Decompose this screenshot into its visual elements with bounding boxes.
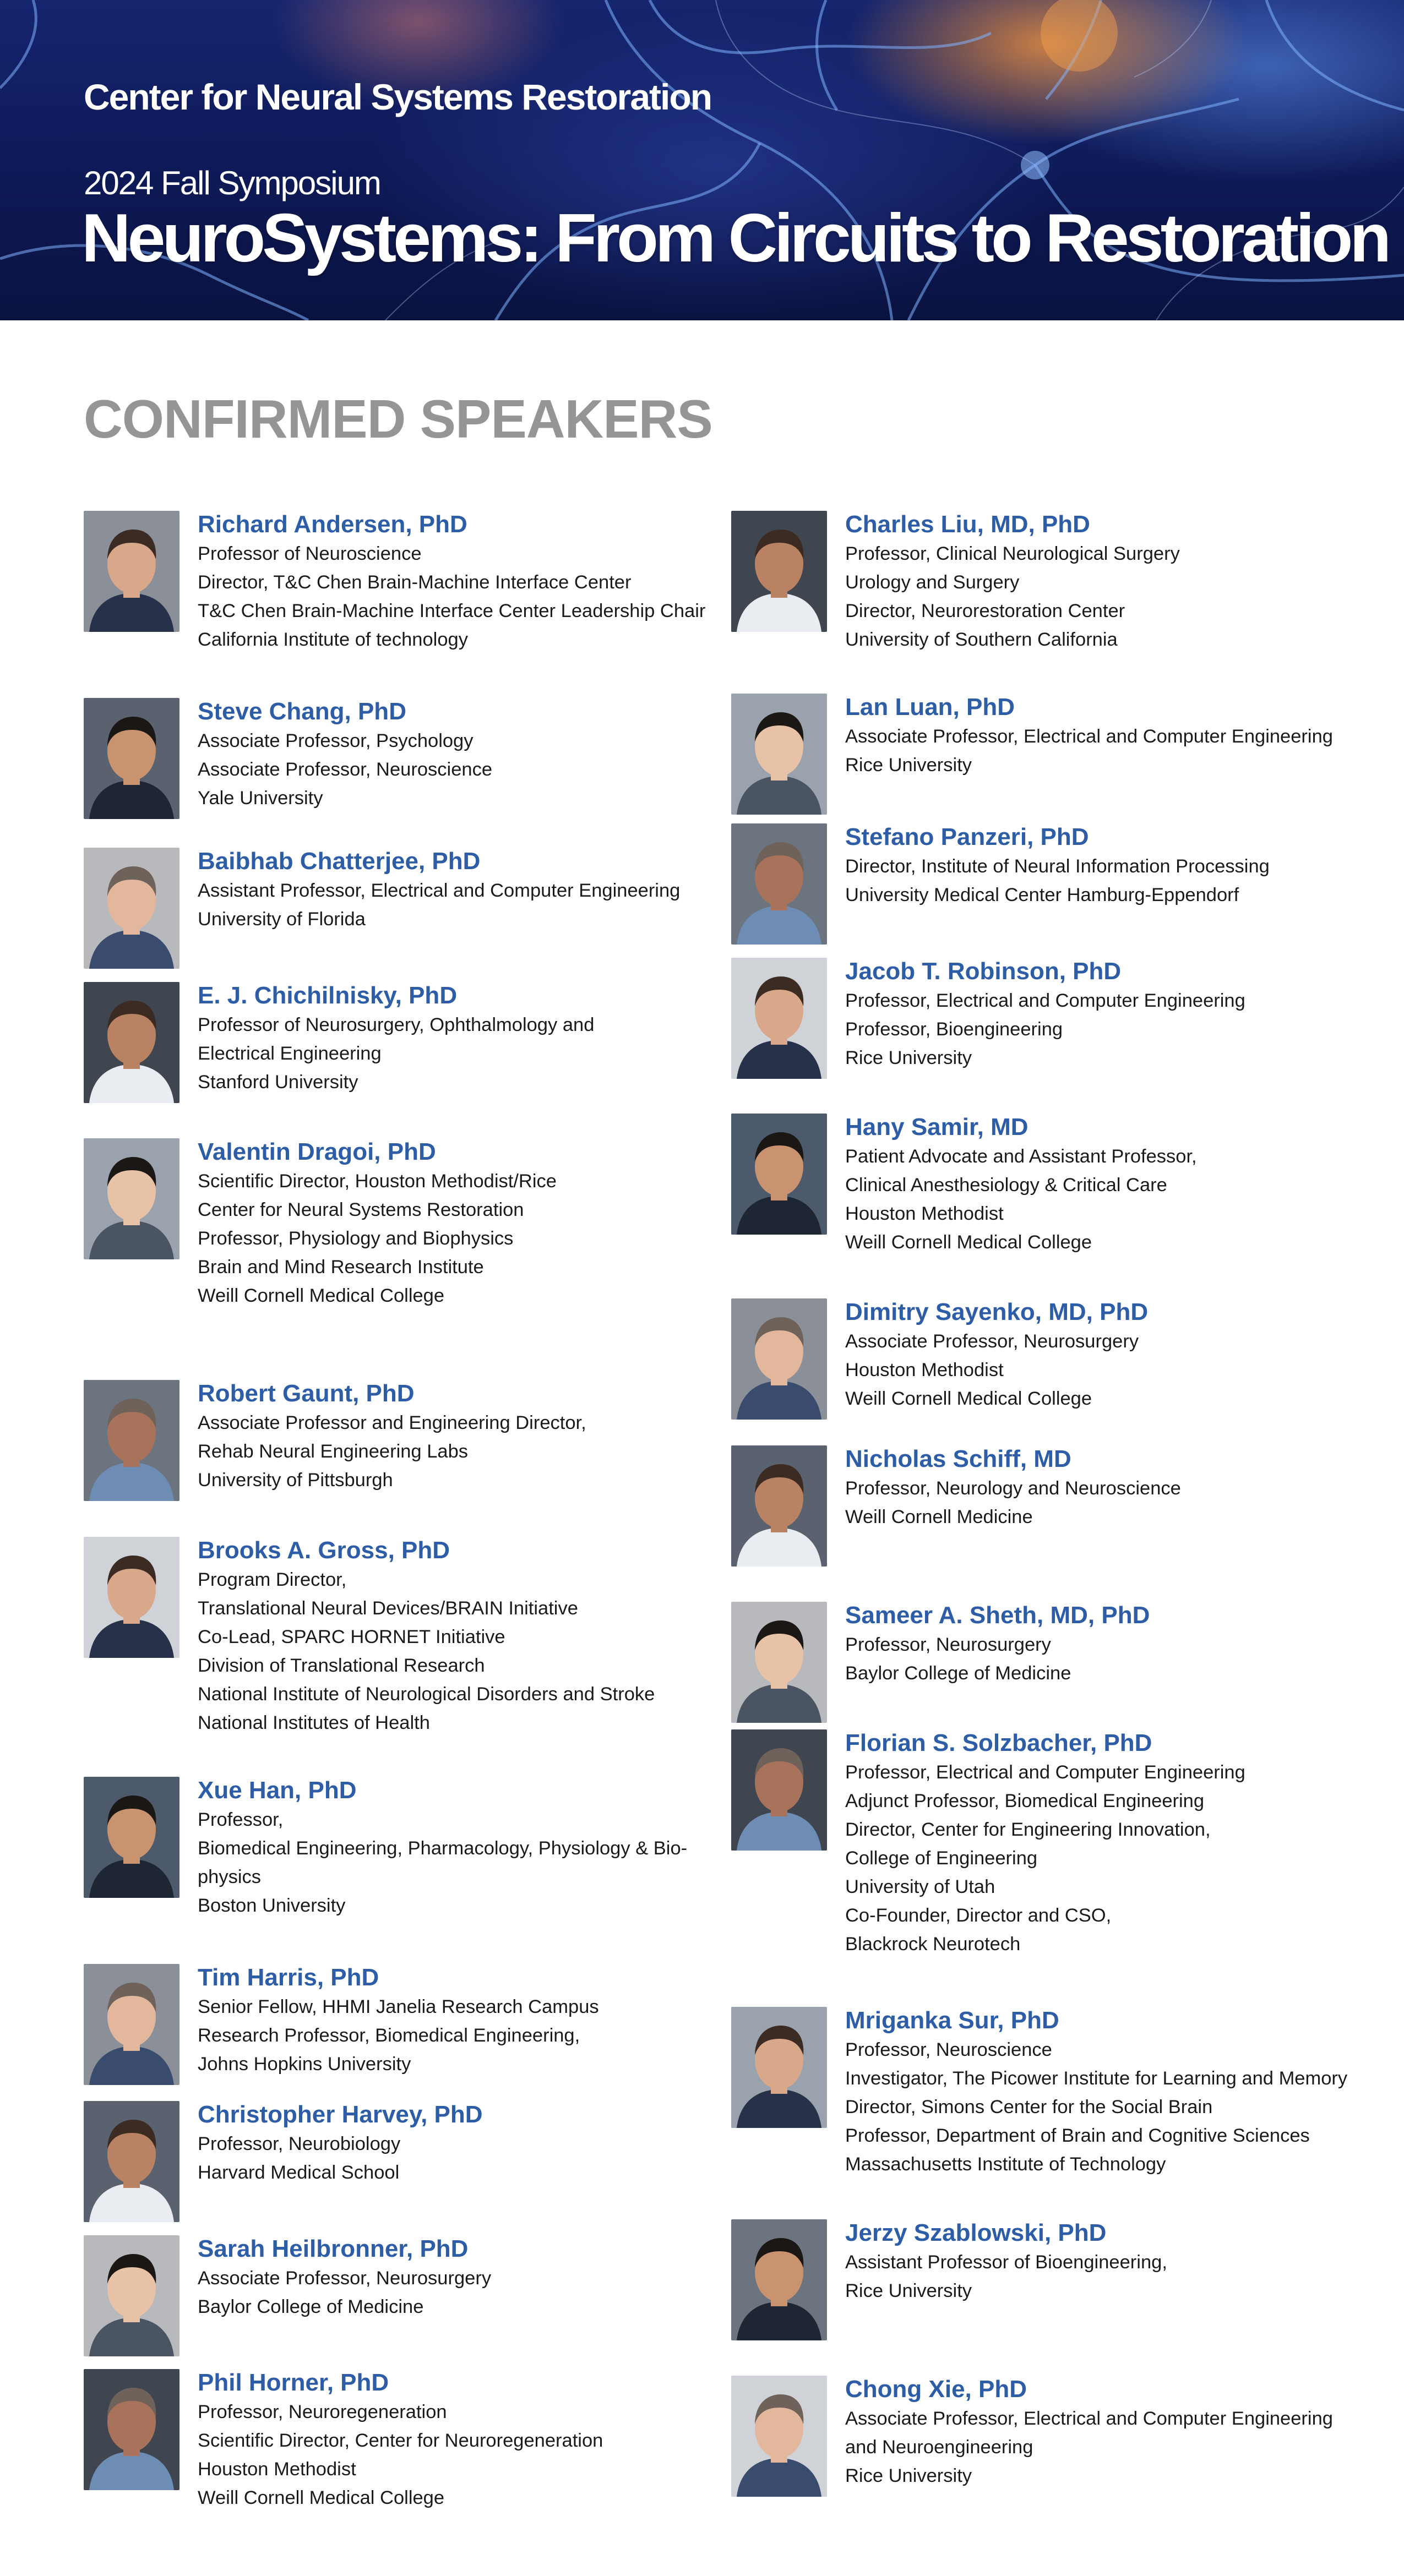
speaker-title-line: Assistant Professor of Bioengineering,: [845, 2252, 1167, 2273]
speaker-title-line: Electrical Engineering: [198, 1043, 382, 1064]
speaker-photo: [731, 694, 827, 815]
speaker-title-line: Center for Neural Systems Restoration: [198, 1199, 524, 1220]
speaker-name: Xue Han, PhD: [198, 1777, 357, 1804]
speaker-info: [198, 1137, 748, 1310]
speaker-titles: [198, 1409, 748, 1494]
speaker-title-line: Professor, Electrical and Computer Engineering: [845, 990, 1245, 1011]
speaker-photo: [84, 1777, 179, 1898]
speaker-info: [845, 1297, 1396, 1413]
speaker-title-line: Houston Methodist: [845, 1360, 1004, 1380]
speaker-photo: [731, 823, 827, 945]
speaker-titles: [845, 2248, 1396, 2305]
speaker-titles: [845, 852, 1396, 909]
speaker-title-line: Professor,: [198, 1809, 284, 1830]
speaker-name: Sameer A. Sheth, MD, PhD: [845, 1602, 1150, 1629]
speaker-title-line: University of Southern California: [845, 629, 1118, 650]
speaker-title-line: University of Utah: [845, 1876, 995, 1897]
speaker-name: Christopher Harvey, PhD: [198, 2101, 483, 2128]
speaker-title-line: Professor of Neuroscience: [198, 543, 422, 564]
speaker-title-line: Professor of Neurosurgery, Ophthalmology and: [198, 1014, 595, 1035]
speaker-title-line: Rice University: [845, 1047, 972, 1068]
speaker-title-line: Weill Cornell Medical College: [845, 1232, 1092, 1253]
speaker-info: [198, 2100, 748, 2187]
speaker-title-line: Director, Institute of Neural Information Processing: [845, 856, 1270, 877]
speaker-title-line: National Institute of Neurological Disorders and Stroke: [198, 1684, 655, 1705]
speaker-name: Charles Liu, MD, PhD: [845, 511, 1090, 538]
speaker-photo: [84, 1537, 179, 1658]
speaker-title-line: Investigator, The Picower Institute for Learning and Memory: [845, 2068, 1348, 2089]
speaker-info: [845, 2218, 1396, 2305]
speaker-title-line: Professor, Clinical Neurological Surgery: [845, 543, 1180, 564]
speaker-photo: [731, 2219, 827, 2340]
speaker-title-line: Program Director,: [198, 1569, 347, 1590]
speaker-info: [845, 692, 1396, 779]
speaker-title-line: Rice University: [845, 755, 972, 776]
speaker-title-line: Baylor College of Medicine: [198, 2296, 424, 2317]
speaker-title-line: Co-Lead, SPARC HORNET Initiative: [198, 1627, 505, 1647]
speaker-name: Brooks A. Gross, PhD: [198, 1537, 450, 1564]
symposium-title: NeuroSystems: From Circuits to Restoration: [81, 200, 1389, 276]
speaker-titles: [198, 1011, 748, 1096]
speaker-title-line: Professor, Physiology and Biophysics: [198, 1228, 514, 1249]
center-name: Center for Neural Systems Restoration: [84, 77, 712, 117]
speaker-photo: [84, 2101, 179, 2222]
speaker-info: [845, 2006, 1396, 2179]
speaker-titles: [198, 1565, 748, 1737]
speaker-titles: [198, 2398, 748, 2512]
speaker-title-line: Rehab Neural Engineering Labs: [198, 1441, 469, 1462]
speaker-titles: [198, 727, 748, 812]
speaker-title-line: National Institutes of Health: [198, 1712, 430, 1733]
speaker-name: Valentin Dragoi, PhD: [198, 1138, 436, 1165]
speaker-title-line: Assistant Professor, Electrical and Computer Engineering: [198, 880, 681, 901]
speaker-title-line: T&C Chen Brain-Machine Interface Center Leadership Chair: [198, 601, 706, 621]
speaker-info: [198, 510, 748, 654]
speaker-title-line: Professor, Neuroscience: [845, 2039, 1052, 2060]
speaker-photo: [731, 1298, 827, 1420]
speaker-photo: [731, 1114, 827, 1235]
speaker-photo: [731, 958, 827, 1079]
speaker-title-line: Professor, Electrical and Computer Engineering: [845, 1762, 1245, 1783]
speaker-title-line: Associate Professor, Neurosurgery: [198, 2268, 492, 2289]
speaker-photo: [84, 1380, 179, 1501]
speaker-title-line: Associate Professor, Electrical and Computer Engineering: [845, 726, 1333, 747]
speaker-photo: [84, 1138, 179, 1259]
speaker-title-line: University Medical Center Hamburg-Eppendorf: [845, 885, 1239, 905]
speaker-photo: [84, 2235, 179, 2356]
speaker-photo: [731, 1602, 827, 1723]
speaker-title-line: Professor, Neurosurgery: [845, 1634, 1051, 1655]
speaker-title-line: Houston Methodist: [845, 1203, 1004, 1224]
header-banner: [0, 0, 1404, 320]
speaker-name: Jerzy Szablowski, PhD: [845, 2219, 1107, 2246]
speaker-info: [845, 1728, 1396, 1958]
speaker-title-line: Stanford University: [198, 1072, 358, 1093]
speaker-name: Baibhab Chatterjee, PhD: [198, 848, 481, 875]
speaker-titles: [198, 539, 748, 654]
speaker-title-line: and Neuroengineering: [845, 2437, 1033, 2458]
speaker-info: [198, 2234, 748, 2321]
speaker-titles: [845, 986, 1396, 1072]
speaker-titles: [198, 1993, 748, 2078]
speaker-name: Stefano Panzeri, PhD: [845, 823, 1089, 850]
speaker-name: Dimitry Sayenko, MD, PhD: [845, 1298, 1149, 1325]
speaker-title-line: Biomedical Engineering, Pharmacology, Physiology & Bio-: [198, 1838, 688, 1859]
speaker-title-line: Boston University: [198, 1895, 346, 1916]
speaker-info: [198, 1379, 748, 1494]
speaker-name: Chong Xie, PhD: [845, 2376, 1027, 2403]
speaker-info: [198, 981, 748, 1096]
speaker-title-line: Massachusetts Institute of Technology: [845, 2154, 1166, 2175]
speaker-title-line: Houston Methodist: [198, 2459, 356, 2480]
speaker-info: [845, 1601, 1396, 1688]
speaker-name: Phil Horner, PhD: [198, 2369, 389, 2396]
speaker-title-line: Weill Cornell Medical College: [198, 1285, 445, 1306]
speaker-title-line: Urology and Surgery: [845, 572, 1020, 593]
speaker-photo: [84, 2369, 179, 2490]
speaker-title-line: Translational Neural Devices/BRAIN Initiative: [198, 1598, 578, 1619]
speaker-name: Lan Luan, PhD: [845, 694, 1015, 721]
speaker-info: [845, 957, 1396, 1072]
speaker-name: Sarah Heilbronner, PhD: [198, 2235, 469, 2262]
speaker-titles: [845, 1758, 1396, 1958]
speaker-info: [198, 1776, 748, 1920]
speaker-info: [845, 1112, 1396, 1257]
speaker-titles: [198, 2130, 748, 2187]
speaker-title-line: Director, Neurorestoration Center: [845, 601, 1125, 621]
speaker-photo: [731, 1729, 827, 1851]
speaker-photo: [731, 2007, 827, 2128]
speaker-titles: [845, 1327, 1396, 1413]
speaker-title-line: Professor, Neuroregeneration: [198, 2402, 447, 2422]
speaker-name: Nicholas Schiff, MD: [845, 1445, 1071, 1472]
speaker-title-line: Harvard Medical School: [198, 2162, 400, 2183]
speaker-title-line: Associate Professor, Neuroscience: [198, 759, 493, 780]
speaker-info: [845, 2375, 1396, 2490]
speaker-title-line: Director, Simons Center for the Social Brain: [845, 2097, 1213, 2117]
speaker-title-line: Professor, Neurology and Neuroscience: [845, 1478, 1181, 1499]
speaker-titles: [845, 1630, 1396, 1688]
speaker-titles: [845, 1474, 1396, 1531]
speaker-photo: [84, 848, 179, 969]
speaker-name: Florian S. Solzbacher, PhD: [845, 1729, 1152, 1756]
speaker-title-line: Weill Cornell Medical College: [198, 2487, 445, 2508]
speaker-photo: [731, 511, 827, 632]
speaker-title-line: Scientific Director, Houston Methodist/Rice: [198, 1171, 557, 1192]
speaker-name: Tim Harris, PhD: [198, 1964, 379, 1991]
speaker-titles: [845, 1142, 1396, 1257]
speaker-title-line: Associate Professor and Engineering Director,: [198, 1412, 586, 1433]
speaker-title-line: Brain and Mind Research Institute: [198, 1257, 484, 1278]
speaker-title-line: Adjunct Professor, Biomedical Engineering: [845, 1791, 1205, 1811]
speaker-title-line: Scientific Director, Center for Neuroregeneration: [198, 2430, 603, 2451]
speaker-title-line: Professor, Department of Brain and Cognitive Sciences: [845, 2125, 1310, 2146]
speaker-photo: [731, 2376, 827, 2497]
speaker-title-line: University of Florida: [198, 909, 366, 930]
speaker-title-line: Patient Advocate and Assistant Professor,: [845, 1146, 1197, 1167]
speaker-title-line: Associate Professor, Psychology: [198, 730, 474, 751]
speaker-title-line: Senior Fellow, HHMI Janelia Research Campus: [198, 1996, 599, 2017]
speaker-photo: [84, 698, 179, 819]
speaker-name: Mriganka Sur, PhD: [845, 2007, 1059, 2034]
speaker-title-line: Research Professor, Biomedical Engineering,: [198, 2025, 580, 2046]
speaker-title-line: Co-Founder, Director and CSO,: [845, 1905, 1112, 1926]
speaker-info: [845, 510, 1396, 654]
speaker-title-line: Johns Hopkins University: [198, 2054, 411, 2075]
speaker-title-line: Weill Cornell Medical College: [845, 1388, 1092, 1409]
speaker-title-line: Associate Professor, Electrical and Computer Engineering: [845, 2408, 1333, 2429]
speaker-titles: [845, 2035, 1396, 2179]
speaker-photo: [84, 1964, 179, 2085]
speaker-name: Robert Gaunt, PhD: [198, 1380, 415, 1407]
speaker-title-line: Professor, Bioengineering: [845, 1019, 1063, 1040]
speaker-title-line: Yale University: [198, 788, 323, 809]
speaker-titles: [198, 2264, 748, 2321]
speaker-titles: [198, 1167, 748, 1310]
speaker-title-line: Rice University: [845, 2280, 972, 2301]
speaker-photo: [731, 1445, 827, 1567]
speaker-title-line: Weill Cornell Medicine: [845, 1507, 1033, 1527]
speaker-title-line: California Institute of technology: [198, 629, 468, 650]
speaker-info: [198, 1536, 748, 1737]
speaker-info: [198, 697, 748, 812]
speaker-title-line: Division of Translational Research: [198, 1655, 485, 1676]
speaker-info: [845, 1444, 1396, 1531]
symposium-label: 2024 Fall Symposium: [84, 165, 380, 201]
speaker-title-line: Director, T&C Chen Brain-Machine Interface Center: [198, 572, 632, 593]
speaker-info: [198, 1963, 748, 2078]
speaker-titles: [845, 539, 1396, 654]
speaker-title-line: Clinical Anesthesiology & Critical Care: [845, 1175, 1167, 1196]
speaker-name: Jacob T. Robinson, PhD: [845, 958, 1122, 985]
speaker-info: [845, 822, 1396, 909]
speaker-title-line: Baylor College of Medicine: [845, 1663, 1071, 1684]
speaker-name: Hany Samir, MD: [845, 1114, 1028, 1140]
speaker-info: [198, 847, 748, 934]
speaker-title-line: Rice University: [845, 2465, 972, 2486]
speaker-title-line: physics: [198, 1866, 262, 1887]
speaker-titles: [198, 1805, 748, 1920]
speaker-titles: [845, 722, 1396, 779]
speaker-title-line: Associate Professor, Neurosurgery: [845, 1331, 1139, 1352]
speaker-photo: [84, 982, 179, 1103]
speaker-title-line: College of Engineering: [845, 1848, 1038, 1869]
speaker-name: E. J. Chichilnisky, PhD: [198, 982, 458, 1009]
speaker-title-line: Director, Center for Engineering Innovation,: [845, 1819, 1211, 1840]
speaker-titles: [845, 2404, 1396, 2490]
speaker-name: Steve Chang, PhD: [198, 698, 406, 725]
section-heading: CONFIRMED SPEAKERS: [84, 389, 712, 449]
speaker-name: Richard Andersen, PhD: [198, 511, 467, 538]
speaker-title-line: University of Pittsburgh: [198, 1470, 393, 1491]
speaker-title-line: Professor, Neurobiology: [198, 2133, 401, 2154]
speaker-photo: [84, 511, 179, 632]
speaker-titles: [198, 876, 748, 934]
speaker-info: [198, 2368, 748, 2512]
speaker-title-line: Blackrock Neurotech: [845, 1934, 1021, 1955]
